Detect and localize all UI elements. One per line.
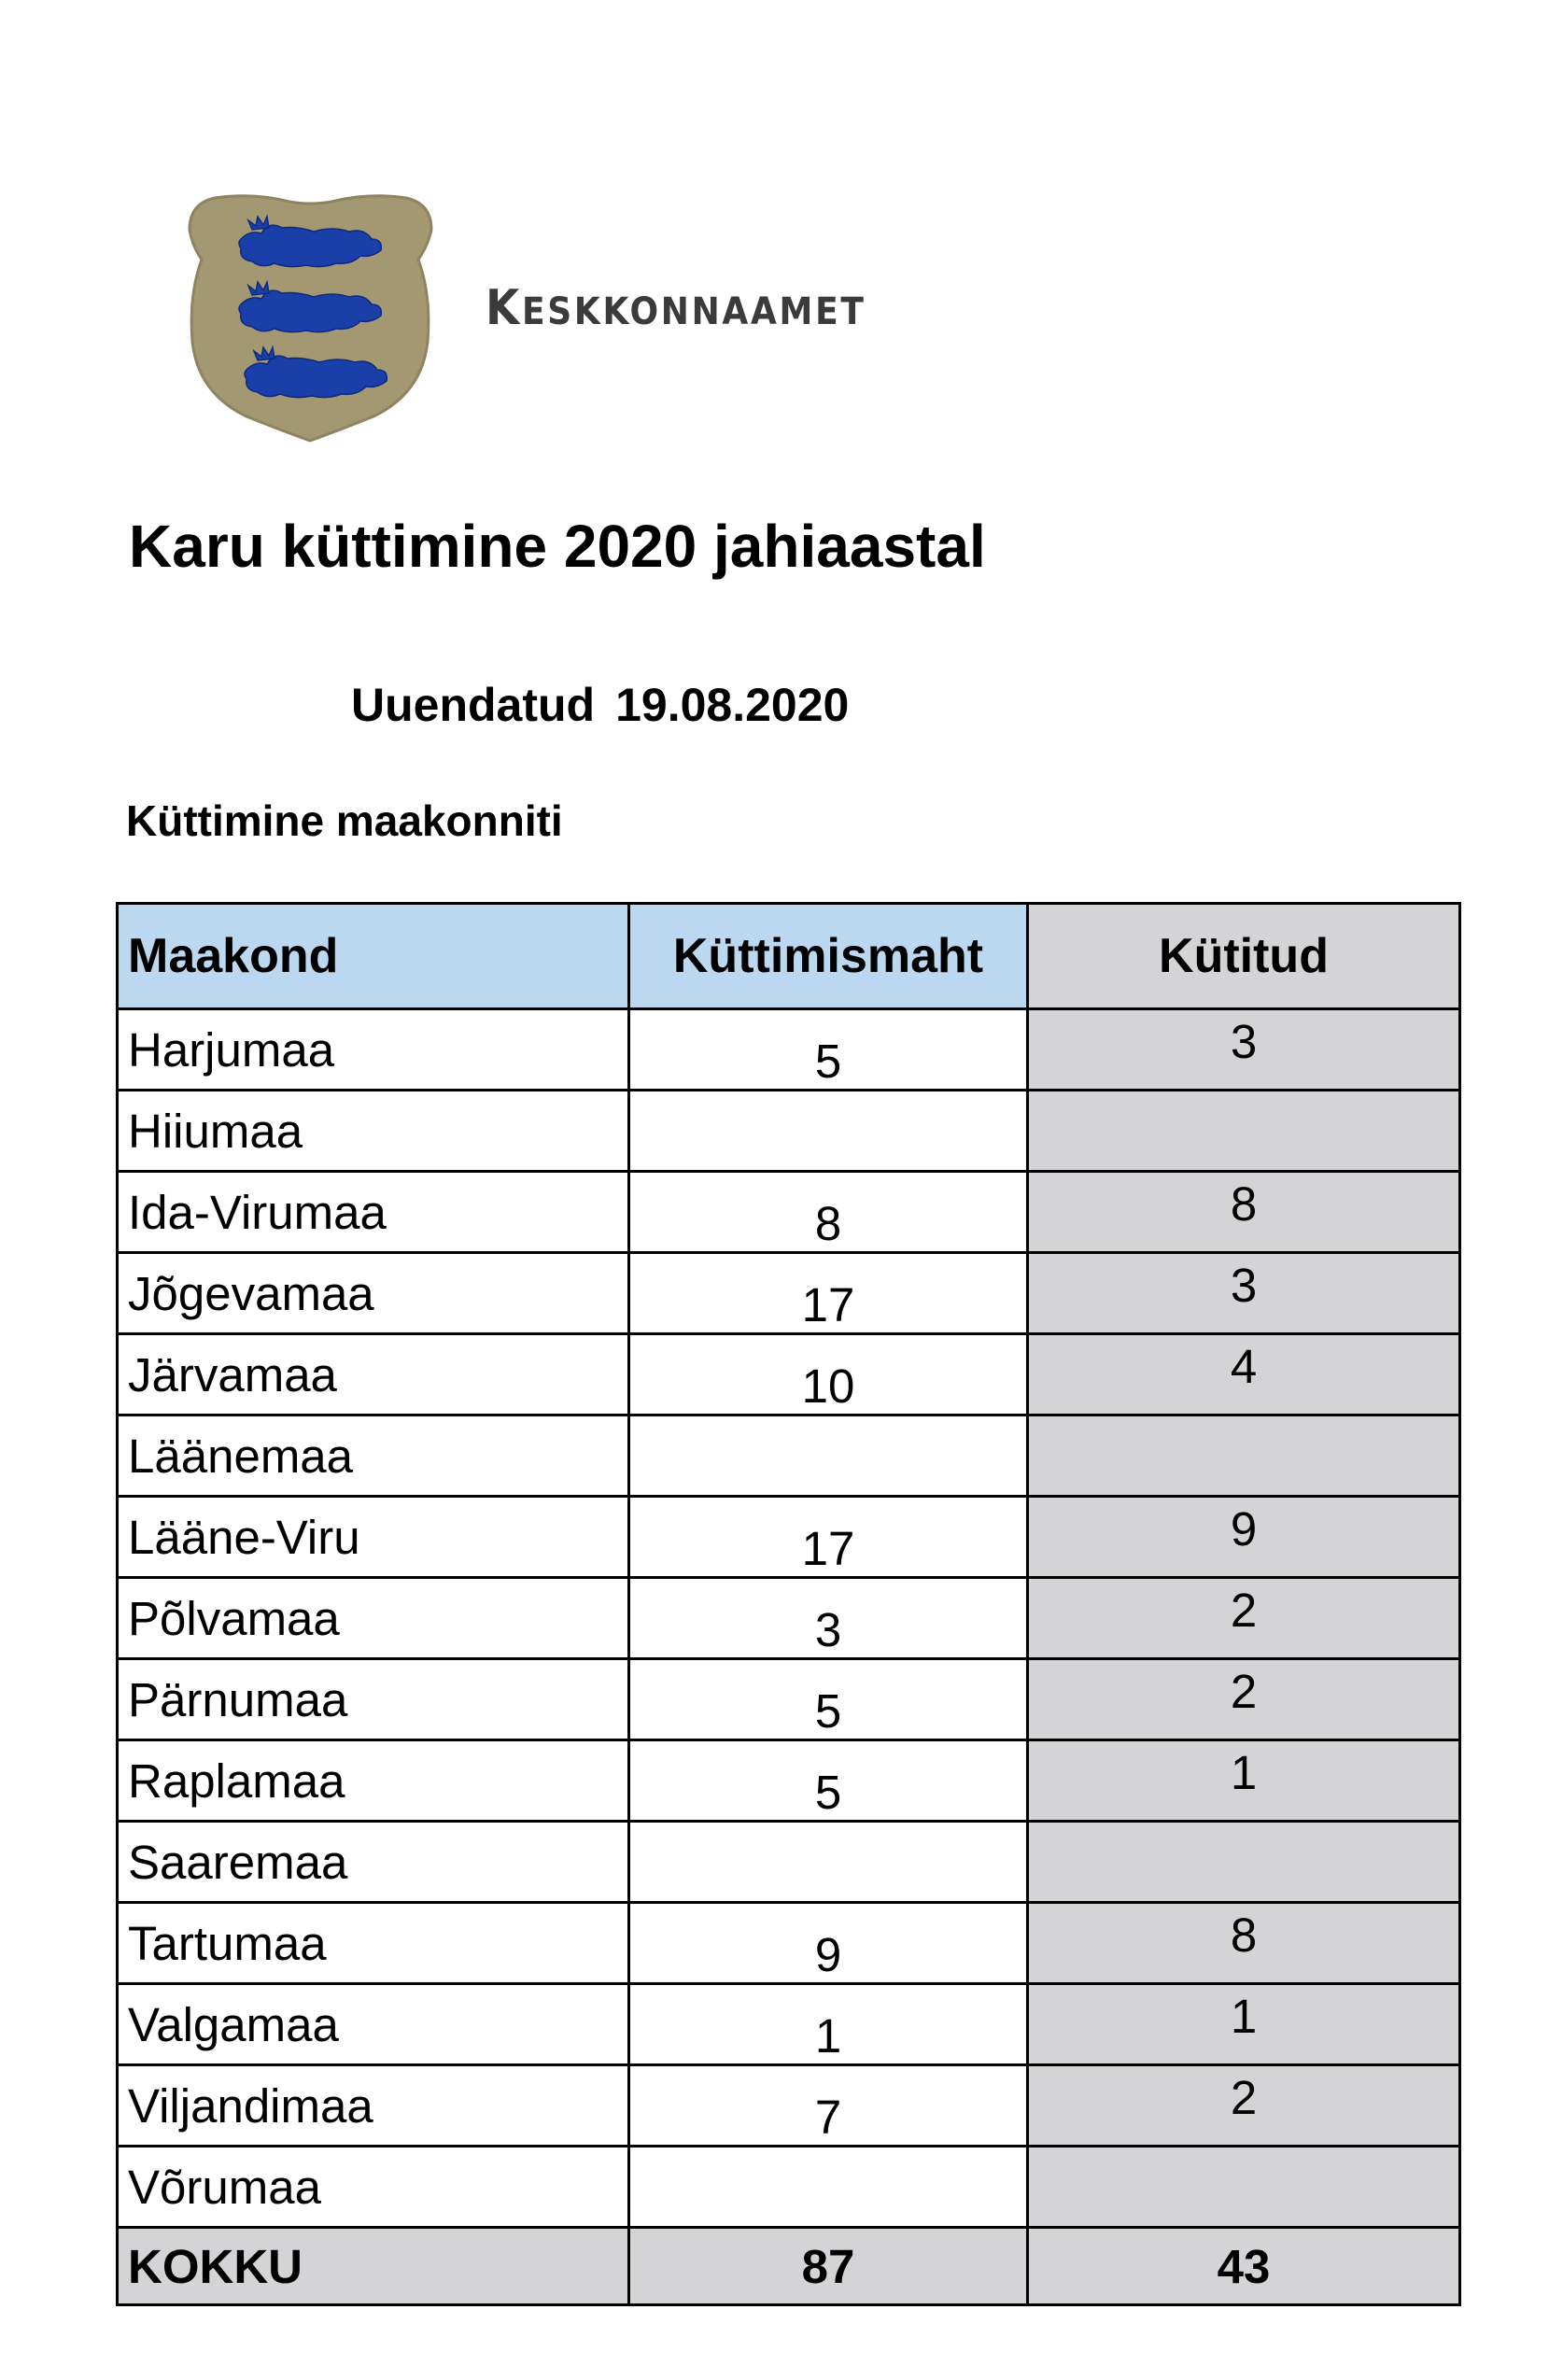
table-row xyxy=(118,1009,1460,1091)
killed-value: 3 xyxy=(1028,1253,1460,1334)
section-subtitle: Küttimine maakonniti xyxy=(126,796,563,845)
agency-name xyxy=(486,280,866,336)
quota-value: 17 xyxy=(629,1253,1028,1334)
page-title: Karu küttimine 2020 jahiaastal xyxy=(129,513,986,580)
county-name: Harjumaa xyxy=(118,1009,629,1091)
county-name: Jõgevamaa xyxy=(118,1253,629,1334)
agency-name-rest: ESKKONNAAMET xyxy=(521,290,866,333)
county-name: Tartumaa xyxy=(118,1903,629,1984)
updated-label: Uuendatud xyxy=(351,679,596,731)
table-row xyxy=(118,2065,1460,2147)
county-name: Põlvamaa xyxy=(118,1578,629,1659)
quota-value: 10 xyxy=(629,1334,1028,1415)
county-name: Hiiumaa xyxy=(118,1091,629,1172)
quota-value: 5 xyxy=(629,1740,1028,1822)
killed-value xyxy=(1028,1415,1460,1497)
quota-value: 5 xyxy=(629,1009,1028,1091)
total-killed: 43 xyxy=(1028,2228,1460,2305)
killed-value: 9 xyxy=(1028,1497,1460,1578)
table-row xyxy=(118,1091,1460,1172)
quota-value xyxy=(629,1091,1028,1172)
quota-value: 7 xyxy=(629,2065,1028,2147)
county-name: Viljandimaa xyxy=(118,2065,629,2147)
table-row xyxy=(118,1740,1460,1822)
killed-value: 2 xyxy=(1028,1578,1460,1659)
quota-value xyxy=(629,2147,1028,2228)
coat-of-arms-icon xyxy=(187,192,434,443)
total-row xyxy=(118,2228,1460,2305)
county-name: Ida-Virumaa xyxy=(118,1172,629,1253)
table-row xyxy=(118,1497,1460,1578)
quota-value xyxy=(629,1822,1028,1903)
table-row xyxy=(118,1903,1460,1984)
killed-value xyxy=(1028,1822,1460,1903)
table-row xyxy=(118,1984,1460,2065)
table-row xyxy=(118,1253,1460,1334)
table-header-row xyxy=(118,904,1460,1009)
killed-value xyxy=(1028,1091,1460,1172)
table-row xyxy=(118,1415,1460,1497)
agency-name-initial: K xyxy=(486,280,522,336)
table-row xyxy=(118,1659,1460,1740)
county-name: Võrumaa xyxy=(118,2147,629,2228)
county-hunting-table xyxy=(116,902,1461,2306)
header-killed: Kütitud xyxy=(1028,904,1460,1009)
county-name: Valgamaa xyxy=(118,1984,629,2065)
quota-value: 17 xyxy=(629,1497,1028,1578)
county-name: Järvamaa xyxy=(118,1334,629,1415)
quota-value xyxy=(629,1415,1028,1497)
quota-value: 9 xyxy=(629,1903,1028,1984)
table-row xyxy=(118,1822,1460,1903)
quota-value: 1 xyxy=(629,1984,1028,2065)
killed-value: 4 xyxy=(1028,1334,1460,1415)
total-quota: 87 xyxy=(629,2228,1028,2305)
county-name: Pärnumaa xyxy=(118,1659,629,1740)
table-row xyxy=(118,1172,1460,1253)
table-row xyxy=(118,2147,1460,2228)
killed-value: 1 xyxy=(1028,1984,1460,2065)
county-name: Saaremaa xyxy=(118,1822,629,1903)
header-county: Maakond xyxy=(118,904,629,1009)
quota-value: 3 xyxy=(629,1578,1028,1659)
table-row xyxy=(118,1334,1460,1415)
county-name: Läänemaa xyxy=(118,1415,629,1497)
county-name: Lääne-Viru xyxy=(118,1497,629,1578)
killed-value xyxy=(1028,2147,1460,2228)
killed-value: 2 xyxy=(1028,1659,1460,1740)
table-row xyxy=(118,1578,1460,1659)
killed-value: 8 xyxy=(1028,1172,1460,1253)
header-quota: Küttimismaht xyxy=(629,904,1028,1009)
quota-value: 8 xyxy=(629,1172,1028,1253)
killed-value: 3 xyxy=(1028,1009,1460,1091)
updated-line xyxy=(351,678,849,732)
updated-date: 19.08.2020 xyxy=(615,679,850,731)
quota-value: 5 xyxy=(629,1659,1028,1740)
killed-value: 2 xyxy=(1028,2065,1460,2147)
killed-value: 1 xyxy=(1028,1740,1460,1822)
total-label: KOKKU xyxy=(118,2228,629,2305)
killed-value: 8 xyxy=(1028,1903,1460,1984)
county-name: Raplamaa xyxy=(118,1740,629,1822)
